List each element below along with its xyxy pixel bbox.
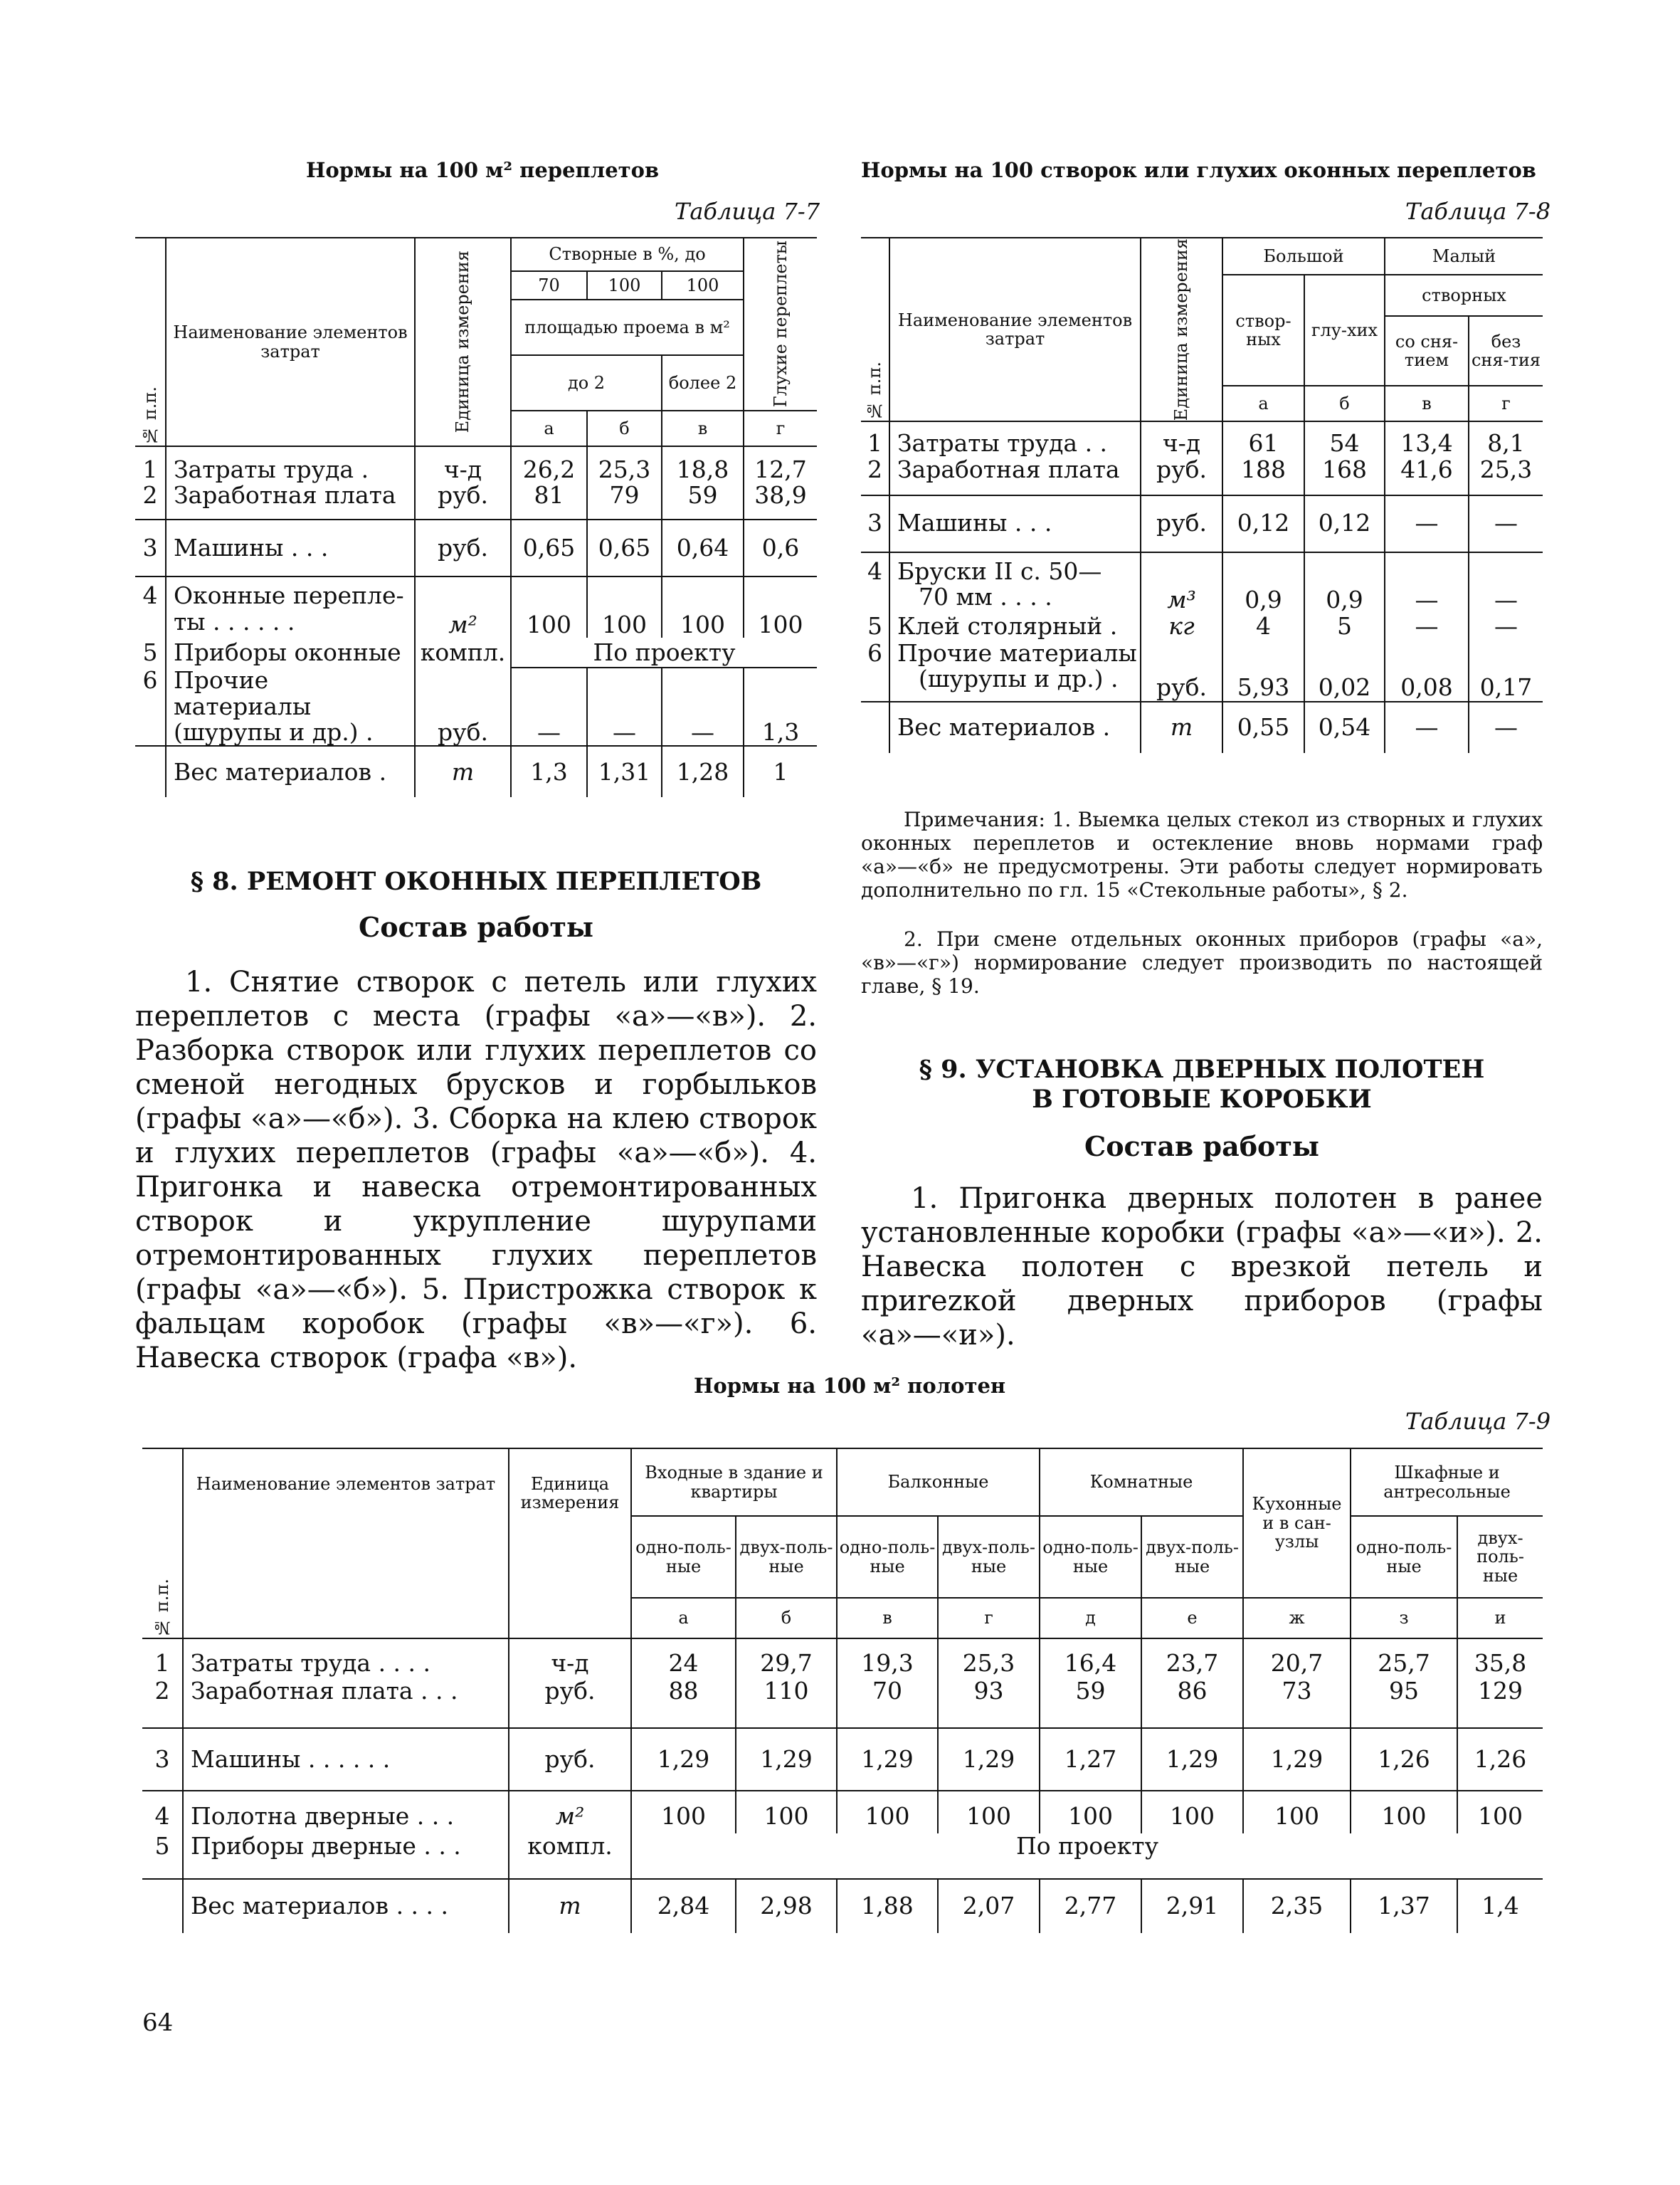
col-header-num: № п.п. [152,1579,172,1638]
cell: 18,8 [662,446,744,483]
row-unit: ч-д [509,1638,631,1678]
cell: 1,37 [1351,1879,1457,1933]
row-num: 2 [861,457,889,495]
cell: 88 [631,1678,736,1728]
col-letter: в [837,1598,938,1638]
cell: — [1385,495,1469,552]
cell: 24 [631,1638,736,1678]
cell: 4 [1222,614,1304,641]
cell: 168 [1304,457,1385,495]
note-2: 2. При смене отдельных оконных приборов (графы «а», «в»—«г») нормирование следует производить по настоящей главе, § 19. [861,927,1543,998]
row-unit: руб. [1141,641,1222,702]
cell: 29,7 [736,1638,837,1678]
cell: 70 [837,1678,938,1728]
row-name: Затраты труда . . . . [183,1638,509,1678]
cell: — [1494,612,1518,641]
row-num [142,1879,183,1933]
section-8-subhead: Состав работы [358,911,594,943]
col-header-unit: Единица измерения [1171,238,1192,421]
row-unit: руб. [509,1728,631,1791]
row-name: Заработная плата [889,457,1141,495]
left-table-header: Нормы на 100 м² переплетов [306,158,660,182]
row-unit: м² [509,1791,631,1833]
col-letter: а [631,1598,736,1638]
col-letter: д [1040,1598,1141,1638]
cell: 1,29 [938,1728,1040,1791]
table-7-8 [861,237,1543,753]
cell: — [1494,712,1518,741]
cell: 100 [1243,1791,1351,1833]
cell: 100 [736,1791,837,1833]
row-name: Затраты труда . . [889,421,1141,456]
col-letter: з [1351,1598,1457,1638]
cell: — [662,668,744,746]
cell: 59 [662,483,744,520]
cell: 100 [758,611,803,638]
cell: 20,7 [1243,1638,1351,1678]
cell: — [1494,509,1518,537]
cell: 0,08 [1385,641,1469,702]
cell: 0,65 [587,520,662,576]
cell: — [1494,586,1518,614]
col-header-gluhie: Глухие переплеты [770,241,791,408]
cell: 25,3 [1479,455,1533,483]
cell: 16,4 [1040,1638,1141,1678]
row-name: Оконные перепле- ты . . . . . . [166,576,415,638]
cell: 1,29 [1141,1728,1243,1791]
row-unit: руб. [1141,495,1222,552]
cell: 0,6 [761,534,800,562]
group-header-balkonnye: Балконные [837,1448,1040,1516]
section-9-body: 1. Пригонка дверных полотен в ранее установленные коробки (графы «а»—«и»). 2. Навеска полотен с врезкой петель и приrezкой дверных приборов (графы «а»—«и»). [861,1182,1543,1352]
row-name: Приборы дверные . . . [183,1833,509,1879]
cell: 0,65 [511,520,587,576]
subheader-odno: одно-поль-ные [1351,1516,1457,1598]
cell: 1,88 [837,1879,938,1933]
row-unit: кг [1141,614,1222,641]
cell: 100 [1478,1802,1523,1831]
cell: 13,4 [1385,421,1469,456]
col-header-num: № п.п. [865,362,885,421]
col-header-stvor: створ-ных [1222,275,1304,386]
col-letter: б [1304,386,1385,421]
col-header-small: Малый [1385,238,1543,275]
cell: 1,3 [744,668,817,746]
row-unit: руб. [1141,457,1222,495]
row-num: 5 [861,614,889,641]
section-8-body: 1. Снятие створок с петель или глухих переплетов с места (графы «а»—«в»). 2. Разборка створок или глухих переплетов со сменой негодных брусков и горбыльков (графы «а»—«б»). 3. Сборка на клею створок и глухих переплетов (графы «а»—«б»). 4. Пригонка и навеска отремонтированных створок и укрупление шурупами отремонтированных глухих переплетов (графы «а»—«б»). 5. Пристрожка створок к фальцам коробок (графы «в»—«г»). 6. Навеска створок (графа «в»). [135,966,817,1374]
cell: 19,3 [837,1638,938,1678]
row-num: 4 [861,552,889,614]
cell: 2,07 [938,1879,1040,1933]
subheader-odno: одно-поль-ные [1040,1516,1141,1598]
group-header-kuhonnye: Кухонные и в сан-узлы [1243,1448,1351,1598]
row-name: Машины . . . . . . [183,1728,509,1791]
row-unit: ч-д [1141,421,1222,456]
row-num: 6 [135,668,166,746]
cell: 23,7 [1141,1638,1243,1678]
page-number: 64 [142,2008,174,2037]
col-letter: а [1222,386,1304,421]
cell: 1,29 [1243,1728,1351,1791]
row-num [861,702,889,753]
section-9-subhead: Состав работы [1084,1130,1320,1162]
row-unit: м² [415,576,511,638]
col-header-name: Наименование элементов затрат [166,238,415,446]
cell: — [1385,702,1469,753]
cell: — [1385,552,1469,614]
row-num: 2 [142,1678,183,1728]
row-unit: компл. [509,1833,631,1879]
table-7-7 [135,237,817,797]
cell: 0,55 [1222,702,1304,753]
row-unit: руб. [415,668,511,746]
cell: 5 [1304,614,1385,641]
cell: 35,8 [1474,1649,1527,1678]
col-header-stvornye: Створные в %, до [511,238,744,271]
bottom-table-header: Нормы на 100 м² полотен [694,1374,1006,1398]
cell: 26,2 [511,446,587,483]
cell: 1,26 [1474,1744,1527,1773]
cell: 100 [1351,1791,1457,1833]
row-unit: т [509,1879,631,1933]
right-table-header: Нормы на 100 створок или глухих оконных переплетов [861,158,1536,182]
section-9-title-line2: В ГОТОВЫЕ КОРОБКИ [1032,1085,1372,1114]
row-unit: компл. [415,638,511,668]
cell: 110 [736,1678,837,1728]
cell: 100 [938,1791,1040,1833]
cell: 2,98 [736,1879,837,1933]
col-letter: а [511,411,587,446]
group-header-komnatnye: Комнатные [1040,1448,1243,1516]
cell: 38,9 [754,481,807,510]
cell: 100 [511,576,587,638]
col-letter: в [1385,386,1469,421]
cell: 0,54 [1304,702,1385,753]
col-header-area: площадью проема в м² [511,300,744,355]
right-table-caption: Таблица 7-8 [1405,198,1551,225]
cell: 100 [1141,1791,1243,1833]
cell: 0,9 [1222,552,1304,614]
cell: 12,7 [754,456,807,483]
subheader-dvuh: двух-поль-ные [1457,1516,1543,1598]
col-header-bez-snyatiya: без сня-тия [1469,316,1543,386]
cell: 0,9 [1304,552,1385,614]
col-header-100b: 100 [662,271,744,300]
cell: 2,91 [1141,1879,1243,1933]
cell: 100 [837,1791,938,1833]
section-9-title-line1: § 9. УСТАНОВКА ДВЕРНЫХ ПОЛОТЕН [919,1055,1485,1084]
row-name: Прочие материалы (шурупы и др.) . [166,668,415,746]
cell: 1,28 [662,746,744,797]
row-num: 1 [135,446,166,483]
cell: 0,17 [1479,673,1533,702]
col-letter: в [662,411,744,446]
row-name: Вес материалов . [166,746,415,797]
cell: 2,35 [1243,1879,1351,1933]
cell: 0,02 [1304,641,1385,702]
row-unit: руб. [509,1678,631,1728]
cell: 79 [587,483,662,520]
cell: 0,64 [662,520,744,576]
row-num: 4 [142,1791,183,1833]
col-header-100a: 100 [587,271,662,300]
row-num: 5 [142,1833,183,1879]
cell: 73 [1243,1678,1351,1728]
row-num: 3 [142,1728,183,1791]
cell: 54 [1304,421,1385,456]
row-unit: руб. [415,520,511,576]
col-letter: г [776,418,786,438]
row-name: Машины . . . [889,495,1141,552]
row-name: Клей столярный . [889,614,1141,641]
cell: 81 [511,483,587,520]
row-name: Заработная плата [166,483,415,520]
row-num: 6 [861,641,889,702]
section-8-title: § 8. РЕМОНТ ОКОННЫХ ПЕРЕПЛЕТОВ [190,867,762,896]
row-num: 1 [861,421,889,456]
subheader-dvuh: двух-поль-ные [736,1516,837,1598]
group-header-shkafnye: Шкафные и антресольные [1351,1448,1543,1516]
cell: 0,12 [1304,495,1385,552]
row-unit: м³ [1141,552,1222,614]
row-name: Бруски II с. 50— 70 мм . . . . [889,552,1141,614]
cell: 1,4 [1481,1892,1519,1920]
cell: 61 [1222,421,1304,456]
col-header-bolee2: более 2 [662,355,744,411]
col-header-big: Большой [1222,238,1385,275]
cell: — [587,668,662,746]
cell: 25,7 [1351,1638,1457,1678]
col-header-so-snyatiem: со сня-тием [1385,316,1469,386]
cell-po-proektu: По проекту [593,638,736,666]
col-letter: е [1141,1598,1243,1638]
cell: 100 [1040,1791,1141,1833]
cell: 41,6 [1385,457,1469,495]
table-7-9 [142,1448,1543,1933]
row-num: 3 [861,495,889,552]
cell: — [511,668,587,746]
cell: 188 [1222,457,1304,495]
col-letter: б [587,411,662,446]
row-name: Вес материалов . . . . [183,1879,509,1933]
cell: 100 [631,1791,736,1833]
cell: 93 [938,1678,1040,1728]
cell: — [1385,614,1469,641]
row-num: 4 [135,576,166,638]
col-header-70: 70 [511,271,587,300]
cell: 8,1 [1487,429,1525,458]
row-name: Затраты труда . [166,446,415,483]
cell: 95 [1351,1678,1457,1728]
row-name: Приборы оконные [166,638,415,668]
col-header-unit: Единица измерения [509,1448,631,1638]
cell: 1,29 [631,1728,736,1791]
cell: 1,26 [1351,1728,1457,1791]
subheader-odno: одно-поль-ные [631,1516,736,1598]
row-name: Вес материалов . [889,702,1141,753]
cell: 100 [587,576,662,638]
row-unit: т [415,746,511,797]
col-header-num: № п.п. [139,386,160,446]
left-table-caption: Таблица 7-7 [675,198,820,225]
note-1: Примечания: 1. Выемка целых стекол из створных и глухих оконных переплетов и остекление вновь нормами граф «а»—«б» не предусмотрены. Эти работы следует нормировать дополнительно по гл. 15 «Стекольные работы», § 2. [861,808,1543,902]
cell: 25,3 [938,1638,1040,1678]
cell: 86 [1141,1678,1243,1728]
cell: 1,31 [587,746,662,797]
cell: 1,27 [1040,1728,1141,1791]
group-header-vhodnye: Входные в здание и квартиры [631,1448,837,1516]
row-name: Полотна дверные . . . [183,1791,509,1833]
cell: 2,77 [1040,1879,1141,1933]
cell: 59 [1040,1678,1141,1728]
col-letter: и [1494,1608,1506,1628]
cell: 1,3 [511,746,587,797]
cell: 1 [773,757,788,786]
cell-po-proektu: По проекту [1016,1832,1158,1860]
col-letter: ж [1243,1598,1351,1638]
col-header-unit: Единица измерения [453,251,473,433]
col-header-do2: до 2 [511,355,662,411]
cell: 25,3 [587,446,662,483]
cell: 1,29 [736,1728,837,1791]
row-unit: руб. [415,483,511,520]
row-num [135,746,166,797]
col-header-name: Наименование элементов затрат [889,238,1141,421]
subheader-odno: одно-поль-ные [837,1516,938,1598]
row-unit: т [1141,702,1222,753]
col-letter: б [736,1598,837,1638]
col-letter: г [938,1598,1040,1638]
cell: 2,84 [631,1879,736,1933]
row-num: 3 [135,520,166,576]
row-num: 1 [142,1638,183,1678]
row-name: Машины . . . [166,520,415,576]
cell: 0,12 [1222,495,1304,552]
row-unit: ч-д [415,446,511,483]
subheader-dvuh: двух-поль-ные [938,1516,1040,1598]
cell: 100 [662,576,744,638]
bottom-table-caption: Таблица 7-9 [1405,1408,1551,1435]
col-header-stvornyh: створных [1385,275,1543,316]
subheader-dvuh: двух-поль-ные [1141,1516,1243,1598]
row-num: 5 [135,638,166,668]
cell: 1,29 [837,1728,938,1791]
col-header-gluh: глу-хих [1304,275,1385,386]
cell: 129 [1478,1677,1523,1705]
row-name: Заработная плата . . . [183,1678,509,1728]
row-name: Прочие материалы (шурупы и др.) . [889,641,1141,702]
col-letter: г [1501,394,1511,414]
col-header-name: Наименование элементов затрат [183,1448,509,1638]
row-num: 2 [135,483,166,520]
cell: 5,93 [1222,641,1304,702]
